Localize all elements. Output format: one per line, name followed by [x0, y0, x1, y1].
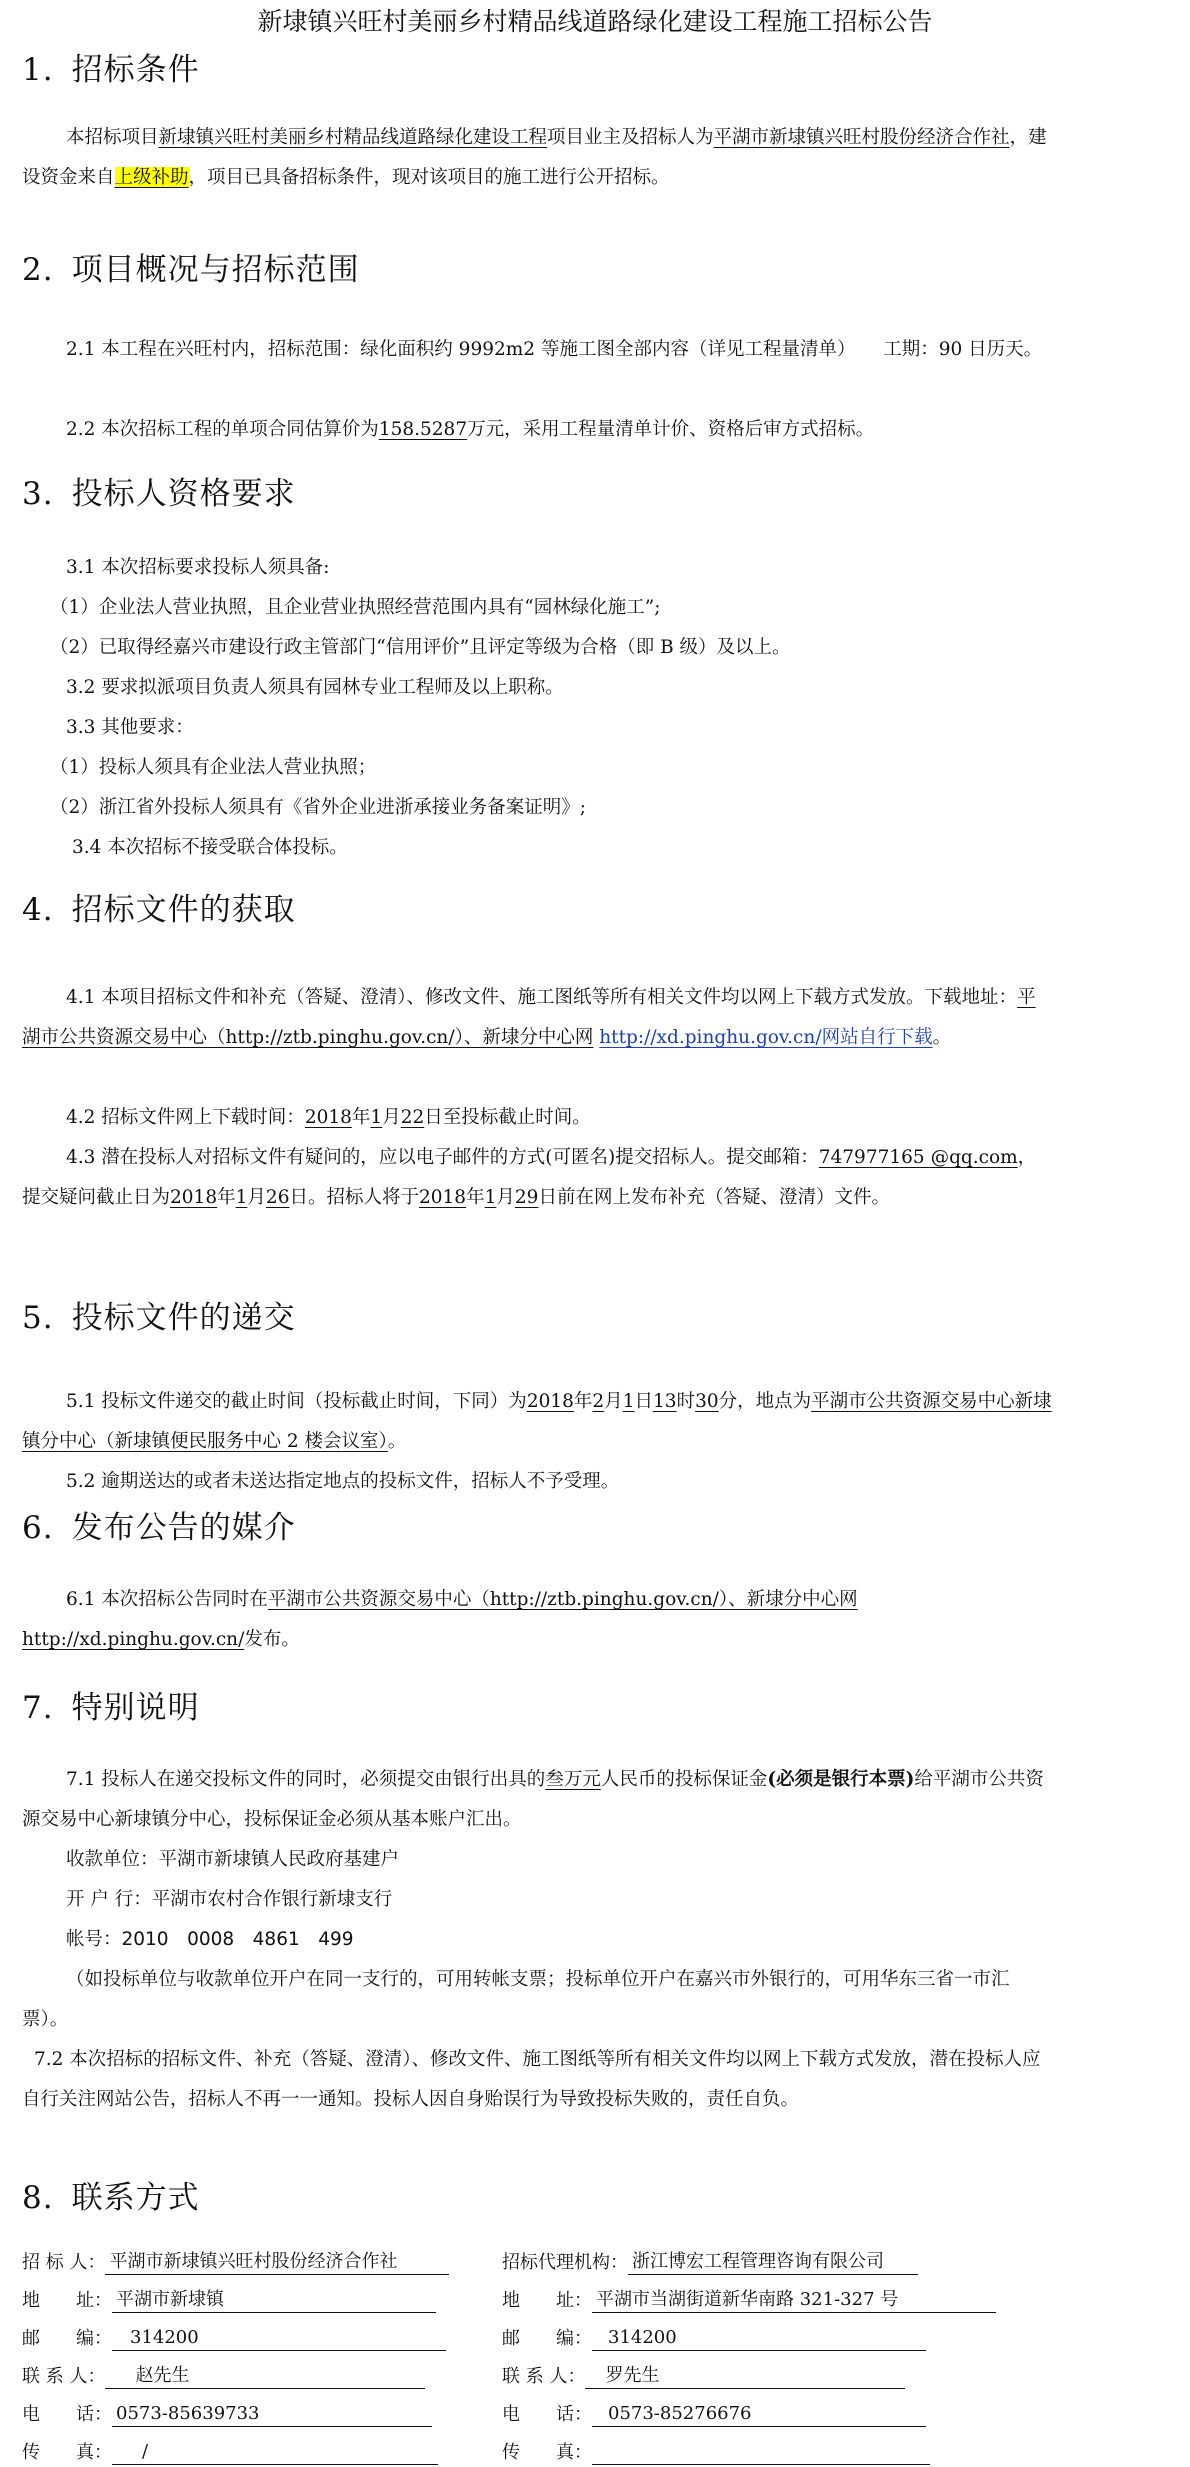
fund-source-highlight: 上级补助 [114, 167, 189, 188]
qualification-line: 3.2 要求拟派项目负责人须具有园林专业工程师及以上职称。 [66, 677, 564, 698]
section-2-paragraph-1: 2.1 本工程在兴旺村内，招标范围：绿化面积约 9992m2 等施工图全部内容（详见工程量清单） 工期：90 日历天。 [66, 339, 1043, 360]
qualification-line: （2）已取得经嘉兴市建设行政主管部门“信用评价”且评定等级为合格（即 B 级）及以上。 [50, 637, 791, 658]
contact-row: 电 话： 0573-85276676 [502, 2402, 926, 2427]
section-4-paragraph-1: 4.1 本项目招标文件和补充（答疑、澄清）、修改文件、施工图纸等所有相关文件均以网上下载方式发放。下载地址：平湖市公共资源交易中心（http://ztb.pinghu.gov.cn/）、新埭分中心网 http://xd.pinghu.gov.cn/网站自行下载。 [22, 987, 1036, 1048]
publish-site[interactable]: 平湖市公共资源交易中心（http://ztb.pinghu.gov.cn/）、新埭分中心网 http://xd.pinghu.gov.cn/ [22, 1589, 858, 1650]
qualification-line: （2）浙江省外投标人须具有《省外企业进浙承接业务备案证明》; [50, 797, 587, 818]
section-2-heading: 2. 项目概况与招标范围 [22, 252, 360, 288]
qualification-line: （1）企业法人营业执照，且企业营业执照经营范围内具有“园林绿化施工”; [50, 597, 661, 618]
contact-row: 招标代理机构： 浙江博宏工程管理咨询有限公司 [502, 2250, 918, 2275]
download-link[interactable]: http://xd.pinghu.gov.cn/网站自行下载 [599, 1027, 933, 1048]
section-4-paragraph-2: 4.2 招标文件网上下载时间：2018年1月22日至投标截止时间。 [66, 1107, 591, 1128]
query-email[interactable]: 747977165 @qq.com [818, 1147, 1018, 1168]
deposit-amount: 叁万元 [545, 1769, 601, 1790]
contact-row: 地 址： 平湖市当湖街道新华南路 321-327 号 [502, 2288, 996, 2313]
qualification-line: 3.4 本次招标不接受联合体投标。 [72, 837, 348, 858]
section-6-paragraph: 6.1 本次招标公告同时在平湖市公共资源交易中心（http://ztb.pinghu.gov.cn/）、新埭分中心网 http://xd.pinghu.gov.cn/发布。 [22, 1589, 858, 1650]
contact-row: 邮 编： 314200 [502, 2326, 926, 2351]
project-name: 新埭镇兴旺村美丽乡村精品线道路绿化建设工程 [158, 127, 548, 148]
submission-place: 平湖市公共资源交易中心新埭镇分中心（新埭镇便民服务中心 2 楼会议室） [22, 1391, 1052, 1452]
section-8-heading: 8. 联系方式 [22, 2180, 200, 2216]
section-1-heading: 1. 招标条件 [22, 52, 200, 88]
section-7-paragraph-2: （如投标单位与收款单位开户在同一支行的，可用转帐支票；投标单位开户在嘉兴市外银行的，可用华东三省一市汇票）。 [22, 1969, 1010, 2030]
section-7-heading: 7. 特别说明 [22, 1690, 200, 1726]
section-5-paragraph-1: 5.1 投标文件递交的截止时间（投标截止时间，下同）为2018年2月1日13时30分，地点为平湖市公共资源交易中心新埭镇分中心（新埭镇便民服务中心 2 楼会议室）。 [22, 1391, 1052, 1452]
contact-row: 招 标 人： 平湖市新埭镇兴旺村股份经济合作社 [22, 2250, 449, 2275]
contract-price: 158.5287 [378, 419, 468, 440]
section-4-paragraph-3: 4.3 潜在投标人对招标文件有疑问的，应以电子邮件的方式(可匿名)提交招标人。提交邮箱：747977165 @qq.com，提交疑问截止日为2018年1月26日。招标人将于2018年1月29日前在网上发布补充（答疑、澄清）文件。 [22, 1147, 1037, 1208]
contact-row: 地 址： 平湖市新埭镇 [22, 2288, 436, 2313]
contact-row: 联 系 人： 赵先生 [22, 2364, 425, 2389]
owner-name: 平湖市新埭镇兴旺村股份经济合作社 [713, 127, 1010, 148]
agency-name: 浙江博宏工程管理咨询有限公司 [628, 2250, 918, 2275]
contact-row: 邮 编： 314200 [22, 2326, 446, 2351]
section-7-paragraph-3: 7.2 本次招标的招标文件、补充（答疑、澄清）、修改文件、施工图纸等所有相关文件均以网上下载方式发放，潜在投标人应自行关注网站公告，招标人不再一一通知。投标人因自身贻误行为导致投标失败的，责任自负。 [22, 2049, 1041, 2110]
tenderer-name: 平湖市新埭镇兴旺村股份经济合作社 [105, 2250, 449, 2275]
download-site[interactable]: 平湖市公共资源交易中心（http://ztb.pinghu.gov.cn/）、新埭分中心网 [22, 987, 1036, 1048]
section-3-heading: 3. 投标人资格要求 [22, 476, 296, 512]
contact-row: 传 真： / [22, 2440, 438, 2465]
document-title: 新埭镇兴旺村美丽乡村精品线道路绿化建设工程施工招标公告 [257, 7, 933, 36]
payee-line: 收款单位：平湖市新埭镇人民政府基建户 [66, 1849, 400, 1870]
section-2-paragraph-2: 2.2 本次招标工程的单项合同估算价为158.5287万元，采用工程量清单计价、资格后审方式招标。 [66, 419, 875, 440]
contact-row: 电 话： 0573-85639733 [22, 2402, 432, 2427]
qualification-line: 3.1 本次招标要求投标人须具备: [66, 557, 330, 578]
section-4-heading: 4. 招标文件的获取 [22, 892, 296, 928]
contact-row: 联 系 人： 罗先生 [502, 2364, 905, 2389]
contact-row: 传 真： [502, 2440, 930, 2465]
section-5-heading: 5. 投标文件的递交 [22, 1300, 296, 1336]
qualification-line: 3.3 其他要求： [66, 717, 194, 738]
qualification-line: （1）投标人须具有企业法人营业执照； [50, 757, 377, 778]
section-6-heading: 6. 发布公告的媒介 [22, 1510, 296, 1546]
section-5-paragraph-2: 5.2 逾期送达的或者未送达指定地点的投标文件，招标人不予受理。 [66, 1471, 620, 1492]
section-1-paragraph: 本招标项目新埭镇兴旺村美丽乡村精品线道路绿化建设工程项目业主及招标人为平湖市新埭镇兴旺村股份经济合作社，建设资金来自上级补助，项目已具备招标条件，现对该项目的施工进行公开招标。 [22, 127, 1047, 188]
section-7-paragraph-1: 7.1 投标人在递交投标文件的同时，必须提交由银行出具的叁万元人民币的投标保证金(必须是银行本票)给平湖市公共资源交易中心新埭镇分中心，投标保证金必须从基本账户汇出。 [22, 1769, 1044, 1830]
account-line: 帐号：2010 0008 4861 499 [66, 1929, 354, 1950]
bank-line: 开 户 行：平湖市农村合作银行新埭支行 [66, 1889, 393, 1910]
